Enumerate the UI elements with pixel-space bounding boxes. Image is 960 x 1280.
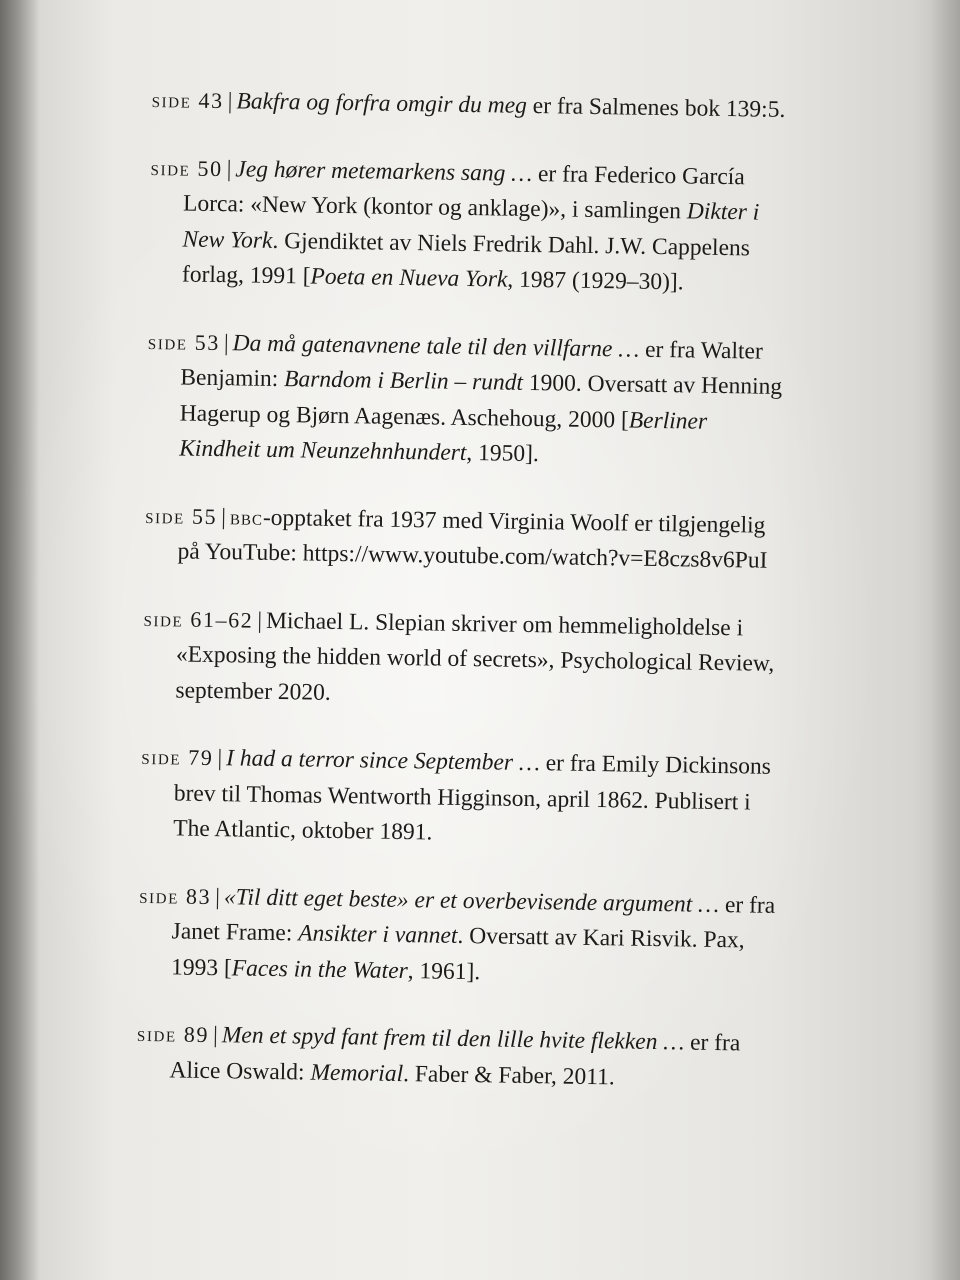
source-note	[146, 323, 788, 476]
source-note	[140, 739, 782, 857]
page-reference: side 61–62	[143, 605, 254, 633]
note-text: , 1950].	[466, 439, 540, 468]
separator-bar: |	[221, 503, 227, 530]
page-reference: side 53	[147, 328, 221, 355]
source-note	[151, 82, 791, 129]
note-text: -opptaket fra 1937 med Virginia Woolf er tilgjengelig på YouTube: https://www.youtube.com/watch?v=E8czs8v6PuI	[177, 504, 768, 574]
note-text: er fra Salmenes bok 139:5.	[526, 92, 786, 123]
quoted-title: Poeta en Nueva York	[310, 263, 508, 293]
quoted-title: Dikter i New York	[182, 198, 760, 254]
note-text: . Gjendiktet av Niels Fredrik Dahl. J.W. Cappelens forlag, 1991 [	[181, 227, 751, 290]
quoted-title: Barndom i Berlin – rundt	[283, 366, 524, 396]
note-text: er fra Janet Frame:	[171, 891, 776, 947]
note-text: er fra Emily Dickinsons brev til Thomas Wentworth Higginson, april 1862. Publisert i The Atlantic, oktober 1891.	[173, 750, 772, 846]
quoted-title: Berliner Kindheit um Neunzehnhundert	[179, 407, 708, 466]
note-text: er fra Walter Benjamin:	[180, 336, 764, 393]
page-reference: side 43	[151, 86, 224, 114]
page-gutter-shadow	[0, 0, 40, 1280]
separator-bar: |	[217, 745, 223, 772]
quoted-title: Jeg hører metemarkens sang …	[235, 155, 533, 187]
note-text: . Faber & Faber, 2011.	[402, 1060, 615, 1090]
page-reference: side 79	[141, 743, 214, 771]
note-text: , 1961].	[407, 957, 481, 985]
quoted-title: Da må gatenavnene tale til den villfarne …	[232, 329, 640, 363]
source-note	[144, 497, 785, 579]
source-note	[149, 149, 791, 302]
note-text: . Oversatt av Kari Risvik. Pax, 1993 [	[170, 922, 745, 981]
page-reference: side 55	[145, 502, 218, 529]
separator-bar: |	[223, 329, 229, 356]
separator-bar: |	[215, 883, 221, 910]
quoted-title: «Til ditt eget beste» er et overbevisende argument …	[223, 883, 720, 918]
quoted-title: I had a terror since September …	[225, 745, 541, 777]
page-reference: side 50	[150, 154, 223, 181]
source-note	[138, 877, 780, 995]
quoted-title: Ansikter i vannet	[298, 920, 458, 949]
page-edge-shade	[930, 0, 960, 1280]
page-reference: side 89	[136, 1020, 210, 1048]
source-notes-list	[136, 82, 792, 1129]
separator-bar: |	[227, 88, 233, 115]
source-note	[136, 1016, 777, 1098]
page-reference: side 83	[139, 882, 212, 909]
note-text: , 1987 (1929–30)].	[507, 266, 684, 296]
separator-bar: |	[226, 155, 232, 182]
quoted-title: Memorial	[310, 1059, 404, 1087]
note-text: bbc	[229, 503, 264, 530]
note-text: 1900. Oversatt av Henning Hagerup og Bjørn Aagenæs. Aschehoug, 2000 [	[179, 369, 783, 434]
note-text: er fra Federico García Lorca: «New York (kontor og anklage)», i samlingen	[182, 160, 745, 225]
source-note	[142, 600, 784, 718]
separator-bar: |	[212, 1022, 219, 1049]
quoted-title: Faces in the Water	[231, 954, 408, 984]
note-text: Michael L. Slepian skriver om hemmeligholdelse i «Exposing the hidden world of secrets», Psychological Review, september 2020.	[175, 607, 775, 706]
quoted-title: Men et spyd fant frem til den lille hvite flekken …	[221, 1022, 685, 1056]
note-text: er fra Alice Oswald:	[169, 1029, 741, 1086]
separator-bar: |	[257, 607, 263, 634]
quoted-title: Bakfra og forfra omgir du meg	[236, 88, 528, 119]
